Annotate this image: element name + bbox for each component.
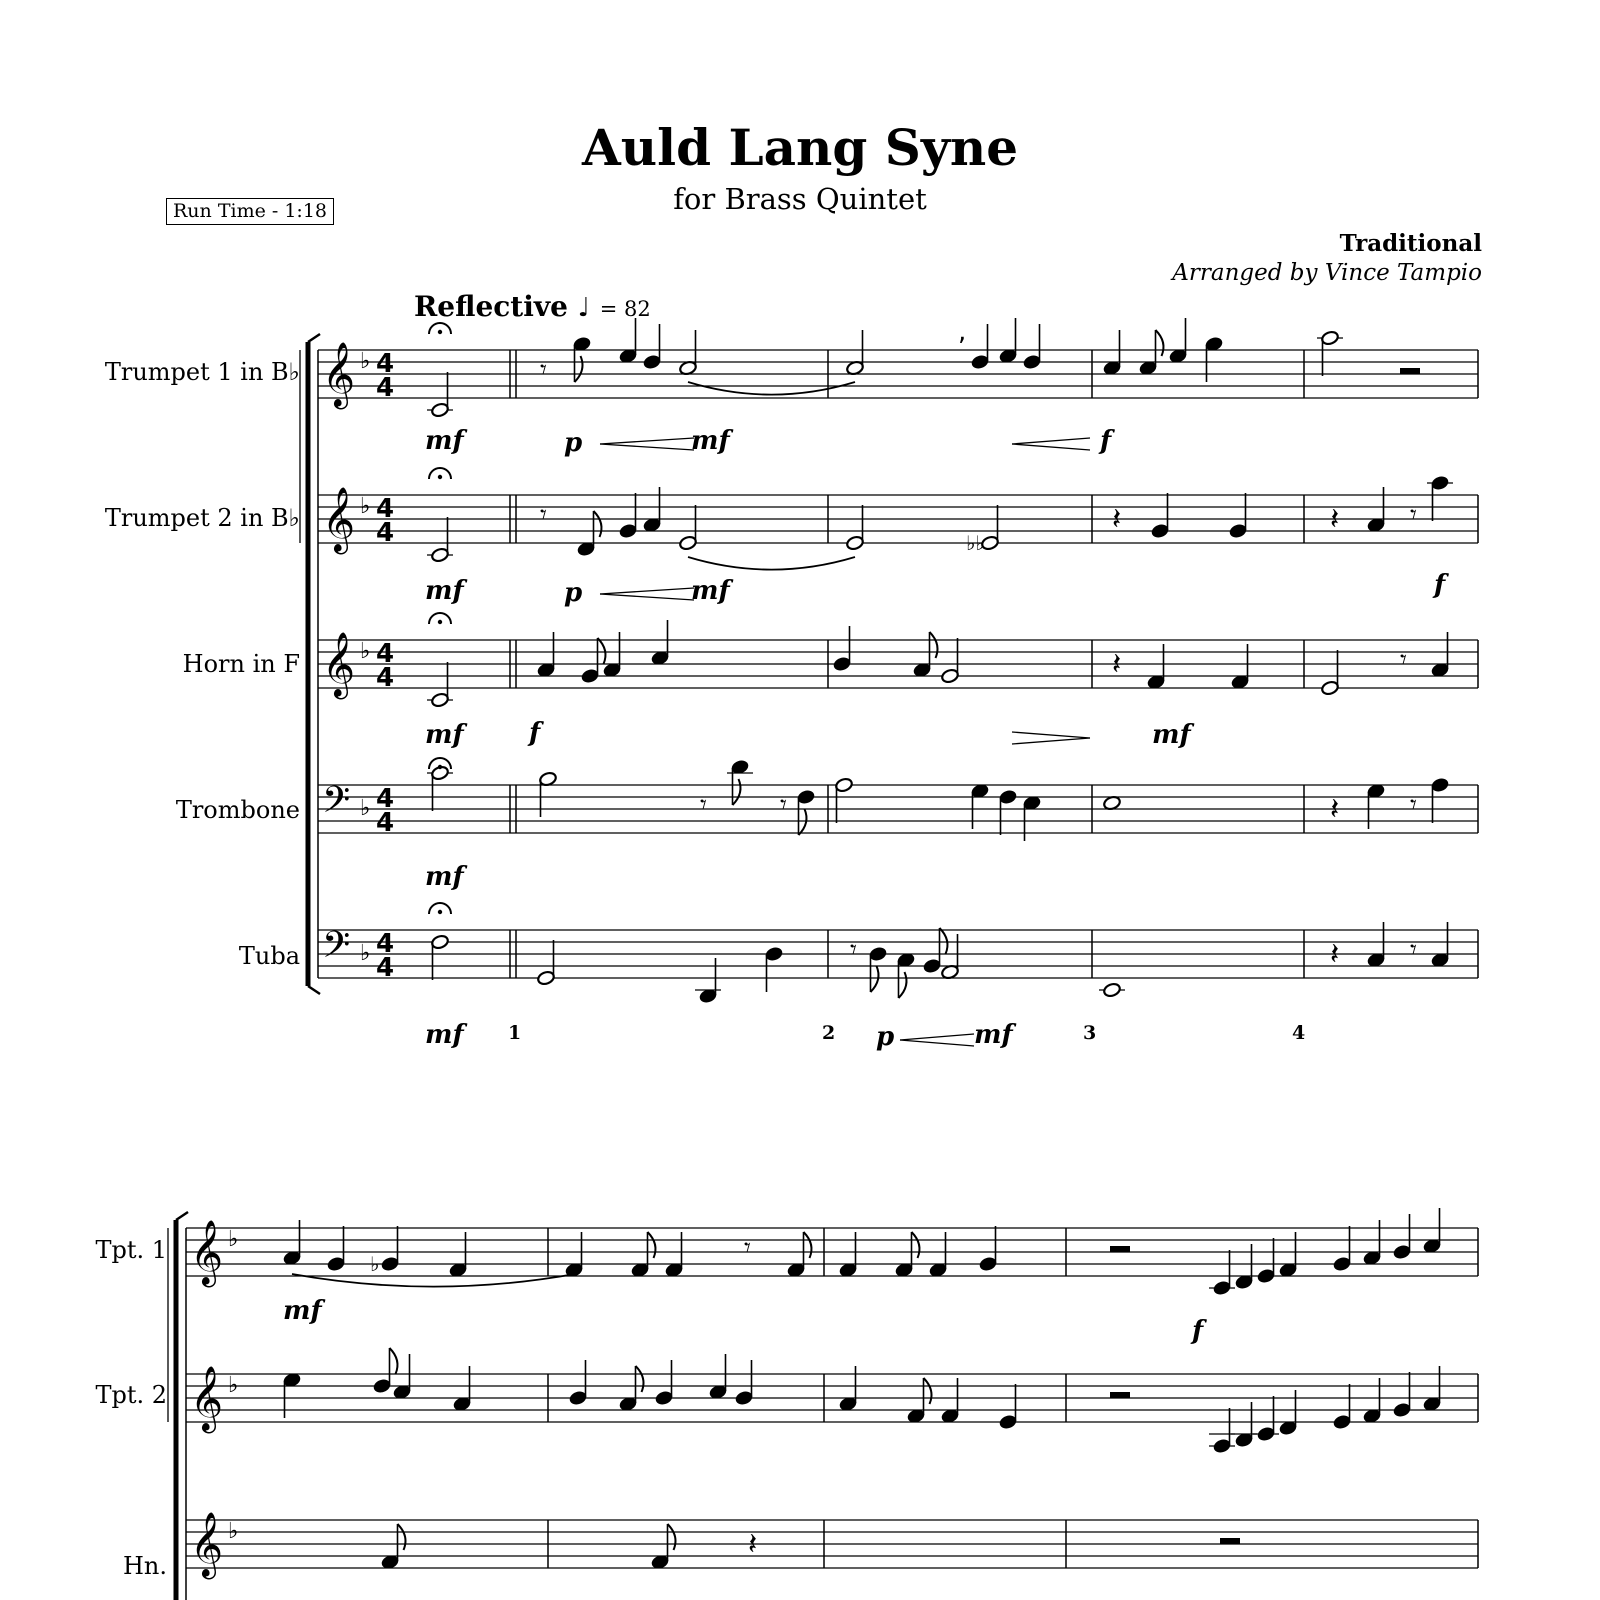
instrument-name-horn: Horn in F	[182, 650, 300, 678]
notehead-filled	[999, 789, 1018, 805]
instrument-name-trumpet-2: Trumpet 2 in B♭	[104, 504, 300, 532]
note-flag	[575, 356, 583, 382]
quarter-rest-icon: 𝄽	[1330, 502, 1340, 537]
crescendo-hairpin	[900, 1040, 974, 1046]
run-time-box: Run Time - 1:18	[166, 198, 334, 225]
dynamic-mf: mf	[425, 576, 464, 606]
key-signature-flat-icon: ♭	[360, 796, 371, 821]
eighth-rest-icon: 𝄾	[780, 790, 787, 820]
eighth-rest-icon: 𝄾	[744, 1233, 751, 1263]
notehead-filled	[1229, 523, 1248, 539]
notehead-filled	[1393, 1402, 1412, 1418]
eighth-rest-icon: 𝄾	[850, 935, 857, 965]
note-flag	[733, 779, 741, 805]
eighth-rest-icon: 𝄾	[540, 355, 547, 385]
notehead-filled	[923, 958, 942, 974]
notehead-filled	[1151, 523, 1170, 539]
breath-mark-icon: ,	[958, 317, 967, 347]
crescendo-hairpin	[600, 588, 694, 594]
notehead-filled	[327, 1256, 346, 1272]
bass-clef-icon: 𝄢	[322, 924, 351, 975]
fermata-dot	[438, 475, 442, 479]
note-flag	[924, 1378, 932, 1404]
crescendo-hairpin	[600, 594, 694, 600]
treble-clef-icon: 𝄞	[190, 1366, 224, 1431]
eighth-rest-icon: 𝄾	[1400, 645, 1407, 675]
notehead-hollow	[431, 692, 450, 708]
key-signature-flat-icon: ♭	[228, 1227, 239, 1252]
bracket-hook	[308, 334, 320, 342]
notehead-filled	[1257, 1426, 1276, 1442]
key-signature-flat-icon: ♭	[228, 1519, 239, 1544]
slur	[688, 557, 855, 570]
crescendo-hairpin	[900, 1034, 974, 1040]
notehead-filled	[619, 523, 638, 539]
note-flag	[636, 1366, 644, 1392]
decrescendo-hairpin	[1012, 732, 1090, 738]
fermata-dot	[438, 620, 442, 624]
notehead-filled	[971, 354, 990, 370]
note-flag	[804, 1232, 812, 1258]
dynamic-p: p	[876, 1022, 895, 1052]
treble-clef-icon: 𝄞	[322, 342, 356, 407]
note-flag	[598, 638, 606, 664]
notehead-filled	[735, 1390, 754, 1406]
quarter-rest-icon: 𝄽	[1112, 647, 1122, 682]
arranger: Arranged by Vince Tampio	[1172, 260, 1482, 286]
dynamic-mf: mf	[425, 426, 464, 456]
instrument-name-tpt-2-short: Tpt. 2	[95, 1381, 167, 1409]
measure-number: 1	[508, 1022, 522, 1044]
notehead-hollow	[1103, 982, 1122, 998]
eighth-rest-icon: 𝄾	[540, 500, 547, 530]
quarter-rest-icon: 𝄽	[1330, 937, 1340, 972]
quarter-note-icon: ♩	[577, 293, 590, 323]
time-signature-numerator: 4	[376, 929, 395, 959]
dynamic-mf: mf	[1152, 720, 1191, 750]
notehead-filled	[1213, 1280, 1232, 1296]
notehead-filled	[999, 1414, 1018, 1430]
notehead-hollow	[431, 934, 450, 950]
half-rest-icon	[1110, 1246, 1130, 1252]
time-signature-denominator: 4	[376, 373, 395, 403]
note-flag	[871, 966, 879, 992]
instrument-name-trumpet-1: Trumpet 1 in B♭	[104, 358, 300, 386]
decrescendo-hairpin	[1012, 738, 1090, 744]
notehead-hollow	[941, 668, 960, 684]
half-rest-icon	[1110, 1392, 1130, 1398]
notehead-filled	[1393, 1244, 1412, 1260]
notehead-filled	[581, 668, 600, 684]
fermata-dot	[438, 330, 442, 334]
note-flag	[594, 511, 602, 537]
time-signature-numerator: 4	[376, 349, 395, 379]
treble-clef-icon: 𝄞	[190, 1512, 224, 1577]
notehead-hollow	[679, 535, 698, 551]
time-signature-denominator: 4	[376, 663, 395, 693]
bracket-hook	[176, 1212, 188, 1220]
dynamic-mf: mf	[425, 862, 464, 892]
quarter-rest-icon: 𝄽	[1112, 502, 1122, 537]
dynamic-mf: mf	[691, 576, 730, 606]
notehead-filled	[1333, 1414, 1352, 1430]
fermata-dot	[438, 765, 442, 769]
flat-icon: ♭	[370, 1252, 380, 1276]
notehead-filled	[643, 354, 662, 370]
bass-clef-icon: 𝄢	[322, 779, 351, 830]
note-flag	[930, 632, 938, 658]
measure-number: 4	[1292, 1022, 1306, 1044]
dynamic-f: f	[1434, 570, 1446, 600]
eighth-rest-icon: 𝄾	[1410, 500, 1417, 530]
instrument-name-tpt-1-short: Tpt. 1	[95, 1236, 167, 1264]
composer: Traditional	[1339, 230, 1482, 257]
treble-clef-icon: 𝄞	[322, 632, 356, 697]
crescendo-hairpin	[1012, 444, 1090, 450]
measure-number: 2	[822, 1022, 836, 1044]
crescendo-hairpin	[600, 438, 694, 444]
notehead-hollow	[431, 402, 450, 418]
crescendo-hairpin	[1012, 438, 1090, 444]
notehead-filled	[833, 656, 852, 672]
note-flag	[648, 1232, 656, 1258]
measure-number: 3	[1083, 1022, 1097, 1044]
bracket-hook	[308, 986, 320, 994]
note-flag	[899, 972, 907, 998]
eighth-rest-icon: 𝄾	[700, 790, 707, 820]
instrument-name-trombone: Trombone	[175, 796, 300, 824]
crescendo-hairpin	[600, 444, 694, 450]
note-flag	[390, 1348, 398, 1374]
score-title: Auld Lang Syne	[581, 118, 1019, 177]
notehead-hollow	[1321, 330, 1340, 346]
dynamic-p: p	[564, 428, 583, 458]
dynamic-mf: mf	[425, 1020, 464, 1050]
notehead-filled	[1431, 777, 1450, 793]
notehead-filled	[569, 1390, 588, 1406]
eighth-rest-icon: 𝄾	[1410, 790, 1417, 820]
notehead-filled	[765, 946, 784, 962]
note-flag	[912, 1232, 920, 1258]
time-signature-denominator: 4	[376, 808, 395, 838]
note-flag	[940, 928, 948, 954]
instrument-name-hn-short: Hn.	[122, 1552, 167, 1580]
notehead-filled	[869, 946, 888, 962]
notehead-hollow	[835, 777, 854, 793]
notehead-filled	[1431, 475, 1450, 491]
score-subtitle: for Brass Quintet	[673, 182, 927, 216]
notehead-filled	[1023, 354, 1042, 370]
notehead-filled	[797, 789, 816, 805]
notehead-filled	[1257, 1268, 1276, 1284]
notehead-hollow	[537, 970, 556, 986]
notehead-hollow	[1321, 680, 1340, 696]
dynamic-p: p	[564, 578, 583, 608]
dynamic-f: f	[1192, 1316, 1204, 1346]
time-signature-numerator: 4	[376, 639, 395, 669]
instrument-name-tuba: Tuba	[238, 942, 300, 970]
fermata-dot	[438, 910, 442, 914]
note-flag	[799, 809, 807, 835]
notehead-filled	[655, 1390, 674, 1406]
tempo-text: Reflective	[414, 290, 568, 323]
double-flat-icon: ♭♭	[966, 531, 985, 555]
time-signature-numerator: 4	[376, 494, 395, 524]
dynamic-f: f	[529, 718, 541, 748]
key-signature-flat-icon: ♭	[228, 1373, 239, 1398]
notehead-filled	[1213, 1438, 1232, 1454]
dynamic-mf: mf	[283, 1296, 322, 1326]
tempo-bpm: = 82	[599, 297, 651, 321]
note-flag	[398, 1524, 406, 1550]
note-flag	[668, 1524, 676, 1550]
key-signature-flat-icon: ♭	[360, 349, 371, 374]
treble-clef-icon: 𝄞	[190, 1220, 224, 1285]
notehead-filled	[1333, 1256, 1352, 1272]
quarter-rest-icon: 𝄽	[748, 1527, 758, 1562]
key-signature-flat-icon: ♭	[360, 639, 371, 664]
time-signature-denominator: 4	[376, 953, 395, 983]
notehead-filled	[979, 1256, 998, 1272]
notehead-hollow	[431, 547, 450, 563]
dynamic-f: f	[1100, 426, 1112, 456]
time-signature-numerator: 4	[376, 784, 395, 814]
dynamic-mf: mf	[425, 720, 464, 750]
time-signature-denominator: 4	[376, 518, 395, 548]
notehead-filled	[373, 1378, 392, 1394]
quarter-rest-icon: 𝄽	[1330, 792, 1340, 827]
notehead-filled	[381, 1256, 400, 1272]
treble-clef-icon: 𝄞	[322, 487, 356, 552]
half-rest-icon	[1400, 368, 1420, 374]
half-rest-icon	[1220, 1538, 1240, 1544]
dynamic-mf: mf	[691, 426, 730, 456]
eighth-rest-icon: 𝄾	[1410, 935, 1417, 965]
key-signature-flat-icon: ♭	[360, 494, 371, 519]
notehead-hollow	[846, 535, 865, 551]
dynamic-mf: mf	[974, 1020, 1013, 1050]
slur	[688, 382, 855, 395]
note-flag	[1156, 330, 1164, 356]
key-signature-flat-icon: ♭	[360, 941, 371, 966]
